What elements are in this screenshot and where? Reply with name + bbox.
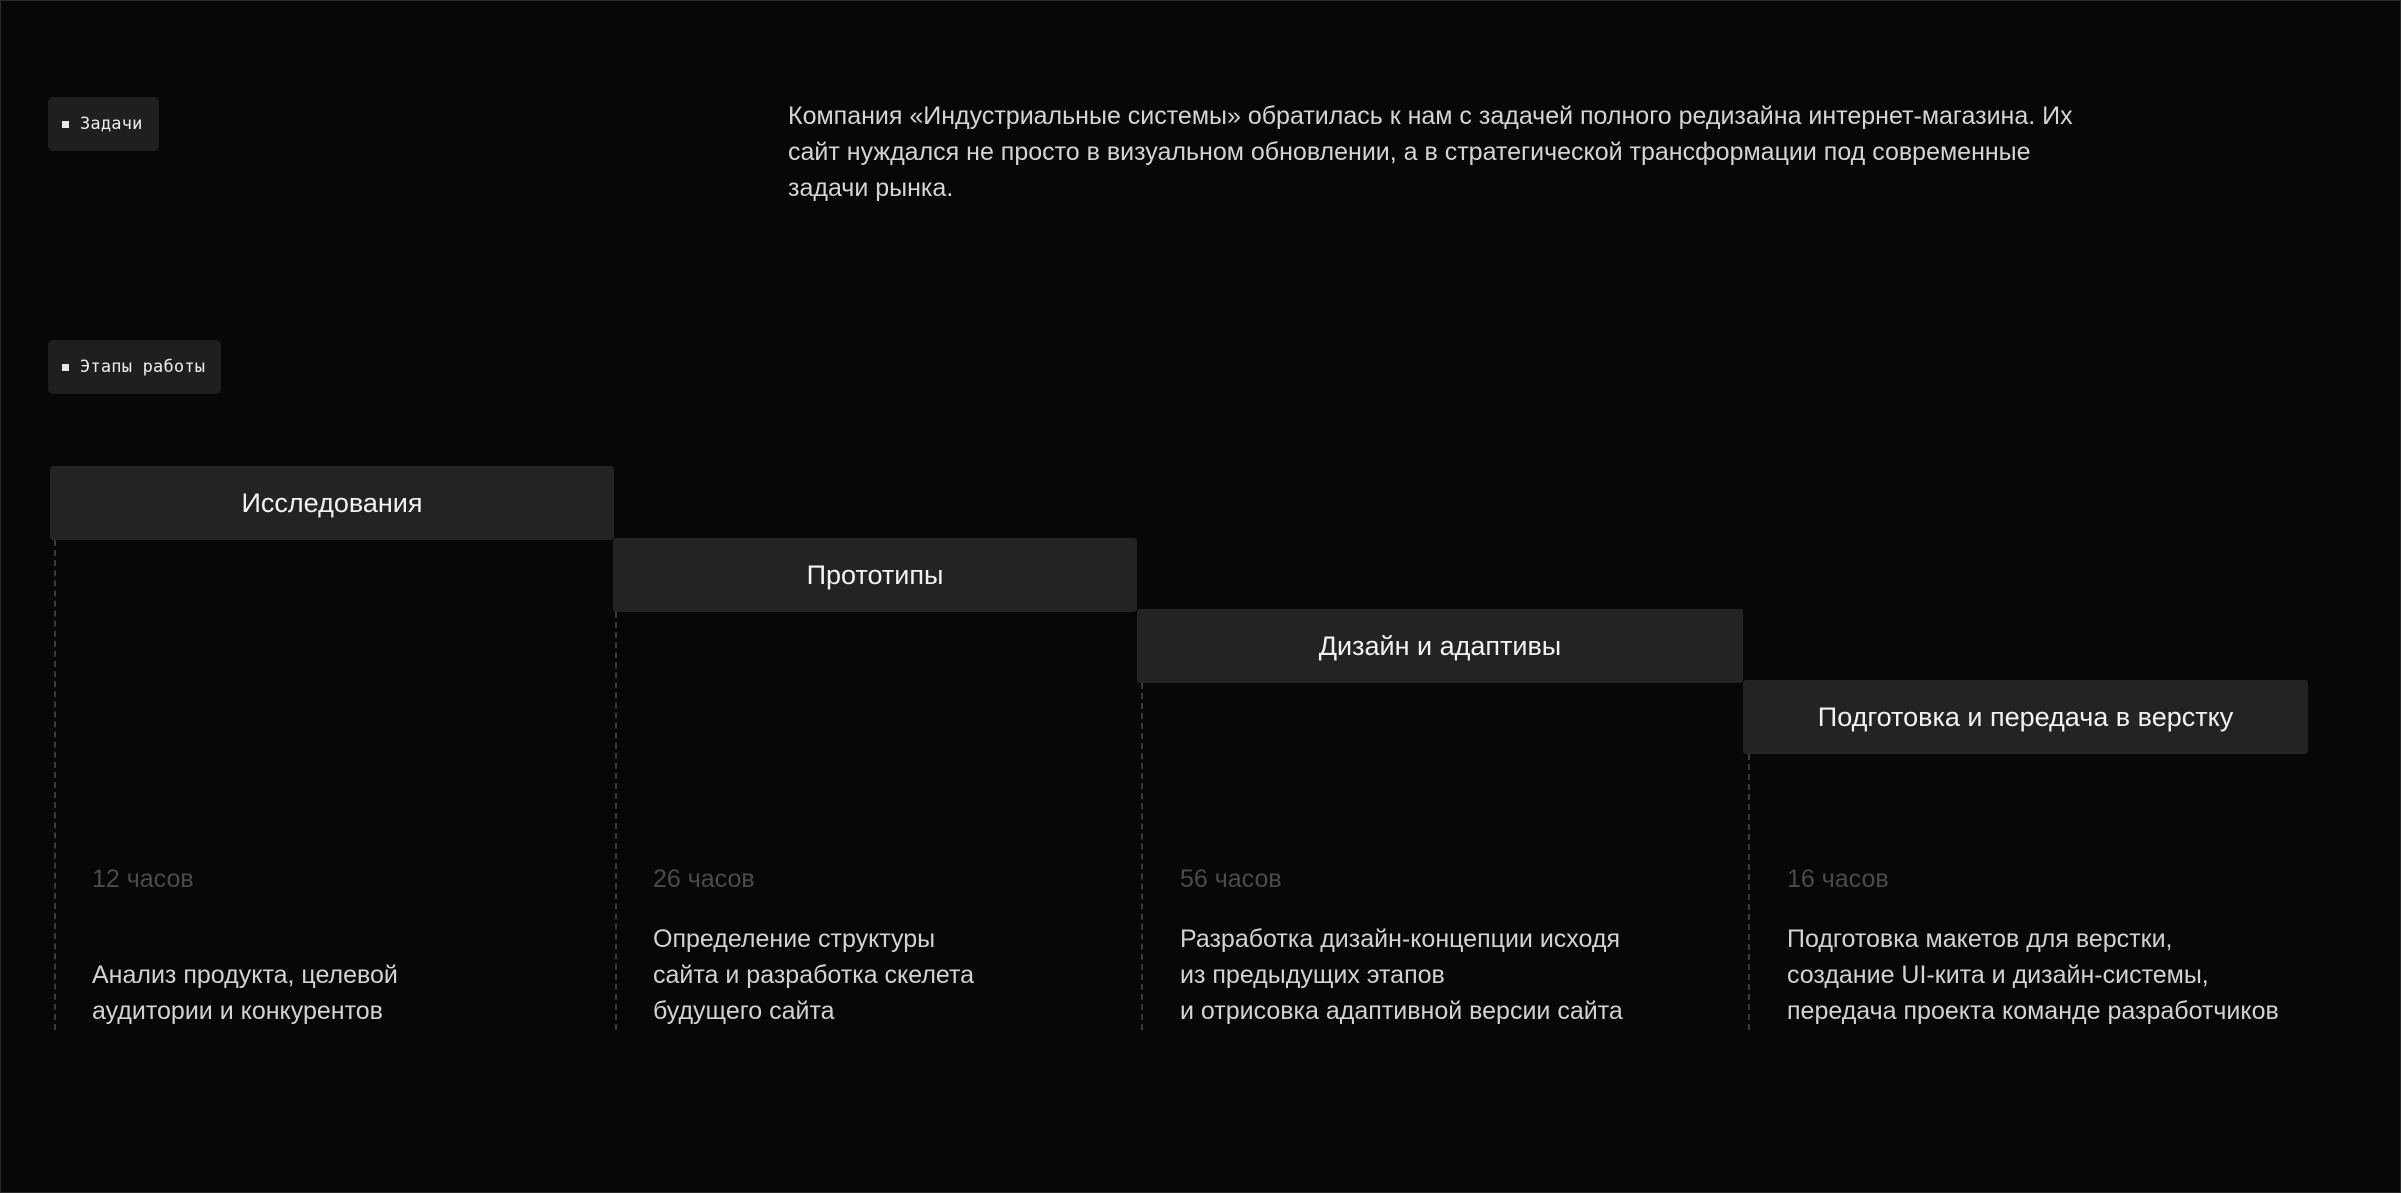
stage-3-description: Разработка дизайн-концепции исходя из предыдущих этапов и отрисовка адаптивной версии сайта bbox=[1180, 925, 1623, 1025]
stage-2-hours: 26 часов bbox=[653, 865, 755, 893]
stage-header-handoff: Подготовка и передача в верстку bbox=[1743, 680, 2308, 754]
stage-header-research: Исследования bbox=[50, 466, 614, 540]
stage-1-description: Анализ продукта, целевой аудитории и конкурентов bbox=[92, 961, 398, 1025]
stage-2-description: Определение структуры сайта и разработка скелета будущего сайта bbox=[653, 925, 975, 1025]
stage-4-hours: 16 часов bbox=[1787, 865, 1889, 893]
tasks-tag-label: Задачи bbox=[80, 114, 143, 134]
stage-4-description: Подготовка макетов для верстки, создание UI-кита и дизайн-системы, передача проекта команде разработчиков bbox=[1787, 925, 2279, 1025]
stage-3-hours: 56 часов bbox=[1180, 865, 1282, 893]
stages-tag-label: Этапы работы bbox=[80, 357, 206, 377]
square-bullet-icon bbox=[62, 121, 69, 128]
stages-tag bbox=[48, 340, 221, 394]
stage-1-dashed-line bbox=[54, 540, 56, 1030]
stage-4-dashed-line bbox=[1748, 754, 1750, 1030]
stage-header-prototypes: Прототипы bbox=[613, 538, 1137, 612]
intro-text: Компания «Индустриальные системы» обратилась к нам с задачей полного редизайна интернет-магазина. Их сайт нуждался не просто в визуальном обновлении, а в стратегической трансформации под современные задачи рынка. bbox=[788, 102, 2073, 202]
tasks-tag bbox=[48, 97, 159, 151]
stage-header-design: Дизайн и адаптивы bbox=[1137, 609, 1743, 683]
stage-3-dashed-line bbox=[1141, 683, 1143, 1030]
stage-1-hours: 12 часов bbox=[92, 865, 194, 893]
square-bullet-icon bbox=[62, 364, 69, 371]
stage-2-dashed-line bbox=[615, 612, 617, 1030]
